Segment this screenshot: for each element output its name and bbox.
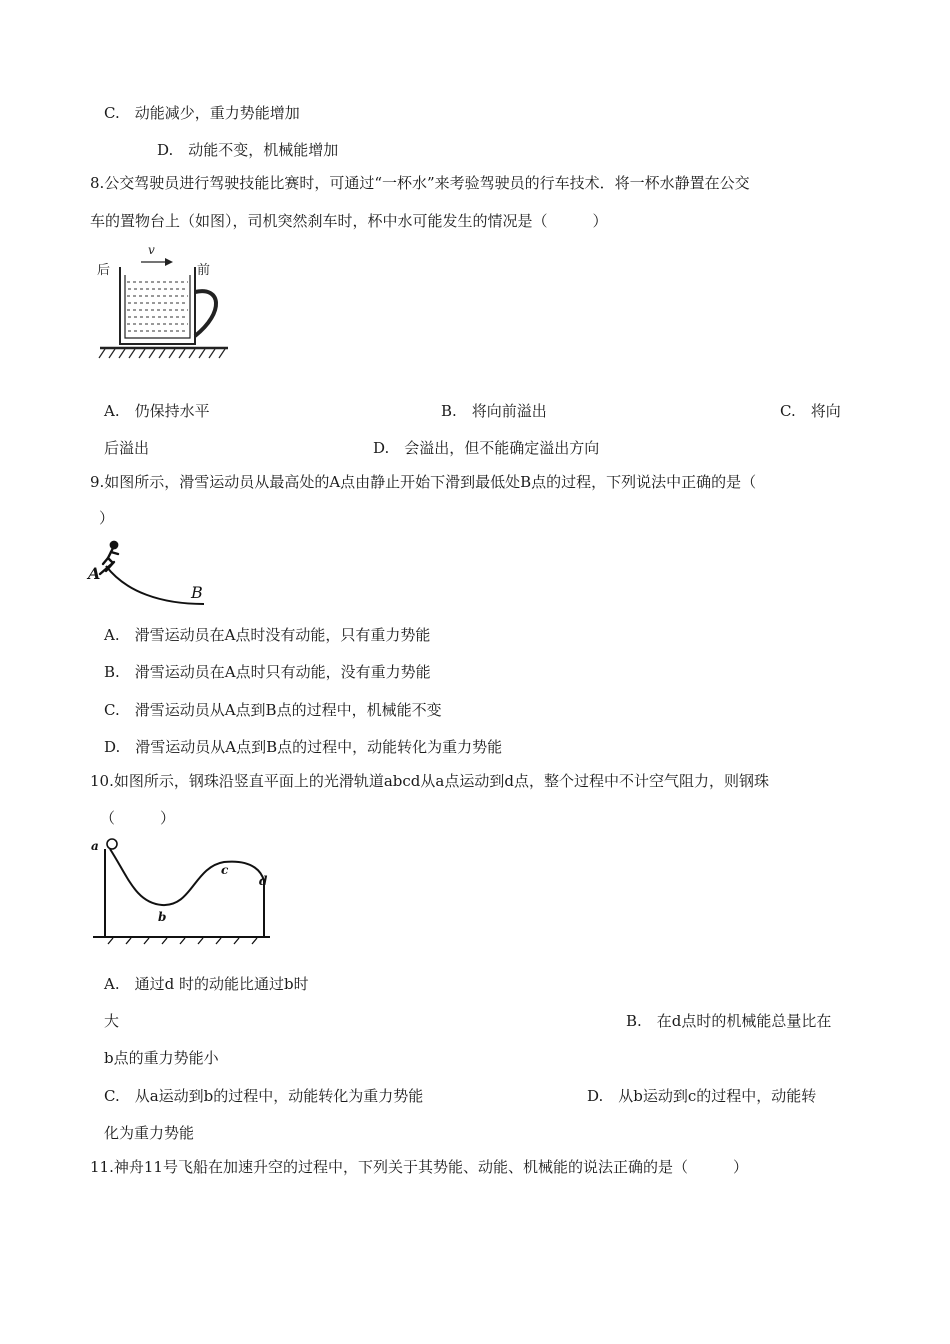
q10-option-d-part2: 化为重力势能 <box>104 1124 195 1142</box>
q8-option-d: D. 会溢出，但不能确定溢出方向 <box>373 439 600 457</box>
q10-track-figure <box>88 835 273 950</box>
q8-water <box>127 282 188 331</box>
q10-stem-line1: 10.如图所示，钢珠沿竖直平面上的光滑轨道abcd从a点运动到d点，整个过程中不计空气阻力，则钢珠 <box>90 772 769 790</box>
q8-table-hatching <box>99 349 225 358</box>
q9-skier-icon <box>100 542 118 574</box>
q8-cup-figure <box>95 240 235 362</box>
q8-option-b: B. 将向前溢出 <box>441 402 547 420</box>
q9-stem-line1: 9.如图所示，滑雪运动员从最高处的A点由静止开始下滑到最低处B点的过程，下列说法中正确的是（ <box>90 473 757 491</box>
q7-option-d: D. 动能不变，机械能增加 <box>157 141 339 159</box>
q8-stem-line1: 8.公交驾驶员进行驾驶技能比赛时，可通过“一杯水”来考验驾驶员的行车技术．将一杯水静置在公交 <box>90 174 750 192</box>
q8-stem-line2: 车的置物台上（如图），司机突然刹车时，杯中水可能发生的情况是（ ） <box>90 212 608 230</box>
q8-label-front: 前 <box>197 263 211 278</box>
q8-label-back: 后 <box>97 263 111 278</box>
q9-label-a: A <box>88 564 101 583</box>
q10-option-d-part1: D. 从b运动到c的过程中，动能转 <box>587 1087 817 1105</box>
q10-steel-ball <box>107 839 117 849</box>
q10-stem-line2: （ ） <box>100 809 176 827</box>
q10-track-curve <box>110 849 264 905</box>
q10-option-b-part2: b点的重力势能小 <box>104 1049 219 1067</box>
q8-cup-outer <box>120 267 195 344</box>
q8-cup-inner <box>125 275 190 338</box>
q9-slope-curve <box>106 566 204 604</box>
q8-velocity-arrowhead <box>165 258 173 266</box>
q9-option-c: C. 滑雪运动员从A点到B点的过程中，机械能不变 <box>104 701 442 719</box>
q10-label-d: d <box>259 874 268 888</box>
q8-option-c-part1: C. 将向 <box>780 402 841 420</box>
q9-option-b: B. 滑雪运动员在A点时只有动能，没有重力势能 <box>104 663 431 681</box>
q9-label-b: B <box>191 583 203 602</box>
q10-option-a-part2: 大 <box>104 1012 120 1030</box>
q8-option-c-part2: 后溢出 <box>104 439 150 457</box>
q9-option-d: D. 滑雪运动员从A点到B点的过程中，动能转化为重力势能 <box>104 738 503 756</box>
q10-label-c: c <box>221 863 229 877</box>
q10-option-c: C. 从a运动到b的过程中，动能转化为重力势能 <box>104 1087 424 1105</box>
q11-stem-line1: 11.神舟11号飞船在加速升空的过程中，下列关于其势能、动能、机械能的说法正确的是（ ） <box>90 1158 748 1176</box>
q10-option-a-part1: A. 通过d 时的动能比通过b时 <box>104 975 309 993</box>
q7-option-c: C. 动能减少，重力势能增加 <box>104 104 300 122</box>
q9-ski-figure <box>86 536 216 611</box>
q10-option-b-part1: B. 在d点时的机械能总量比在 <box>626 1012 832 1030</box>
q8-label-v: v <box>148 243 155 257</box>
q10-ground-hatching <box>108 938 257 944</box>
q10-label-b: b <box>158 910 167 924</box>
q8-option-a: A. 仍保持水平 <box>104 402 210 420</box>
q9-stem-line2: ） <box>99 509 115 527</box>
q10-label-a: a <box>91 839 99 853</box>
q9-option-a: A. 滑雪运动员在A点时没有动能，只有重力势能 <box>104 626 431 644</box>
q8-cup-handle <box>195 291 216 336</box>
